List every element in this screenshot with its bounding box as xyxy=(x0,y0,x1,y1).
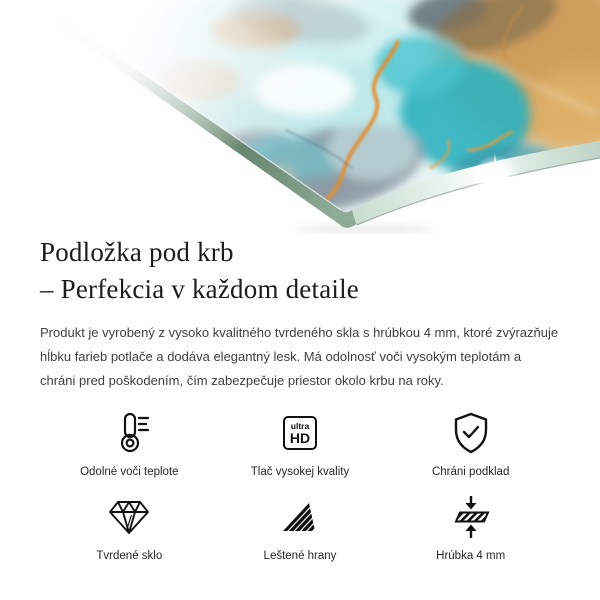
white-fade-overlay xyxy=(0,0,420,234)
feature-label: Tlač vysokej kvality xyxy=(250,466,350,478)
feature-label: Leštené hrany xyxy=(263,550,337,562)
feature-heat-resistant xyxy=(44,409,215,479)
feature-tempered-glass xyxy=(44,493,215,563)
ultra-hd-text-top: ultra xyxy=(290,420,310,431)
feature-polished-edges xyxy=(215,493,386,563)
thermometer-icon xyxy=(105,409,153,457)
page-title xyxy=(40,234,560,308)
feature-protects-surface xyxy=(385,409,556,479)
product-description: Produkt je vyrobený z vysoko kvalitného tvrdeného skla s hrúbkou 4 mm, ktoré zvýrazňuje hĺbku farieb potlače a dodáva elegantný lesk. Má odolnosť voči vysokým teplotám a chráni pred poškodením, čím zabezpečuje priestor okolo krbu na roky. xyxy=(40,325,559,388)
features-grid xyxy=(40,409,560,563)
thickness-icon xyxy=(450,495,492,539)
ultra-hd-text-bottom: HD xyxy=(289,429,311,446)
feature-print-quality xyxy=(215,409,386,479)
polished-edges-icon xyxy=(281,500,319,534)
diamond-icon xyxy=(105,496,153,538)
title-line-1: Podložka pod krb xyxy=(40,237,234,267)
feature-label: Odolné voči teplote xyxy=(80,466,179,478)
feature-label: Chráni podklad xyxy=(431,466,510,478)
feature-label: Tvrdené sklo xyxy=(96,550,163,562)
ultra-hd-icon xyxy=(283,416,317,450)
title-line-2: – Perfekcia v každom detaile xyxy=(40,274,359,304)
feature-thickness xyxy=(385,493,556,563)
content-section xyxy=(0,234,600,563)
feature-label: Hrúbka 4 mm xyxy=(436,550,506,562)
product-image xyxy=(0,0,600,234)
shield-check-icon xyxy=(447,409,495,457)
glass-panel-artwork xyxy=(0,0,600,234)
